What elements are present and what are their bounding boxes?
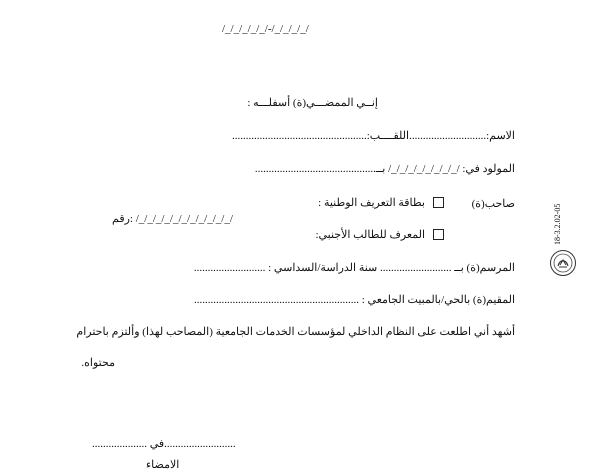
place-date-field[interactable]: ..........................في .................... [92, 438, 236, 450]
holder-label: صاحب(ة) [471, 198, 515, 210]
foreign-id-checkbox[interactable] [433, 229, 444, 240]
foreign-id-option-label: المعرف للطالب الأجنبي: [315, 229, 425, 241]
declaration-line-2: محتواه. [81, 357, 115, 369]
declaration-line-1: أشهد أني اطلعت على النظام الداخلي لمؤسسات الخدمات الجامعية (المصاحب لهذا) وألتزم باحترام [76, 326, 515, 338]
university-seal-icon [550, 250, 576, 276]
id-card-option-label: بطاقة التعريف الوطنية : [318, 197, 425, 209]
form-code: 18-3.2.02-05 [553, 203, 562, 245]
intro-text: إنــي الممضـــي(ة) أسفلـــه : [247, 97, 378, 109]
number-field[interactable]: رقم: /_/_/_/_/_/_/_/_/_/_/_/ [112, 213, 233, 225]
enrolled-row[interactable]: المرسم(ة) بــ .......................... سنة الدراسة/السداسي : .......................... [193, 262, 515, 274]
birth-row[interactable]: المولود في: /_/_/_/_/_/_/_/_/ بــ............................................ [254, 163, 515, 175]
date-field[interactable]: /_/_/_/_/_/-/_/_/_/_/ [222, 23, 309, 35]
id-card-checkbox[interactable] [433, 197, 444, 208]
name-row[interactable]: الاسم:............................اللقــــب:................................................. [231, 130, 515, 142]
residence-row[interactable]: المقيم(ة) بالحي/بالمبيت الجامعي : ............................................................ [194, 294, 515, 306]
signature-label: الامضاء [146, 459, 180, 471]
